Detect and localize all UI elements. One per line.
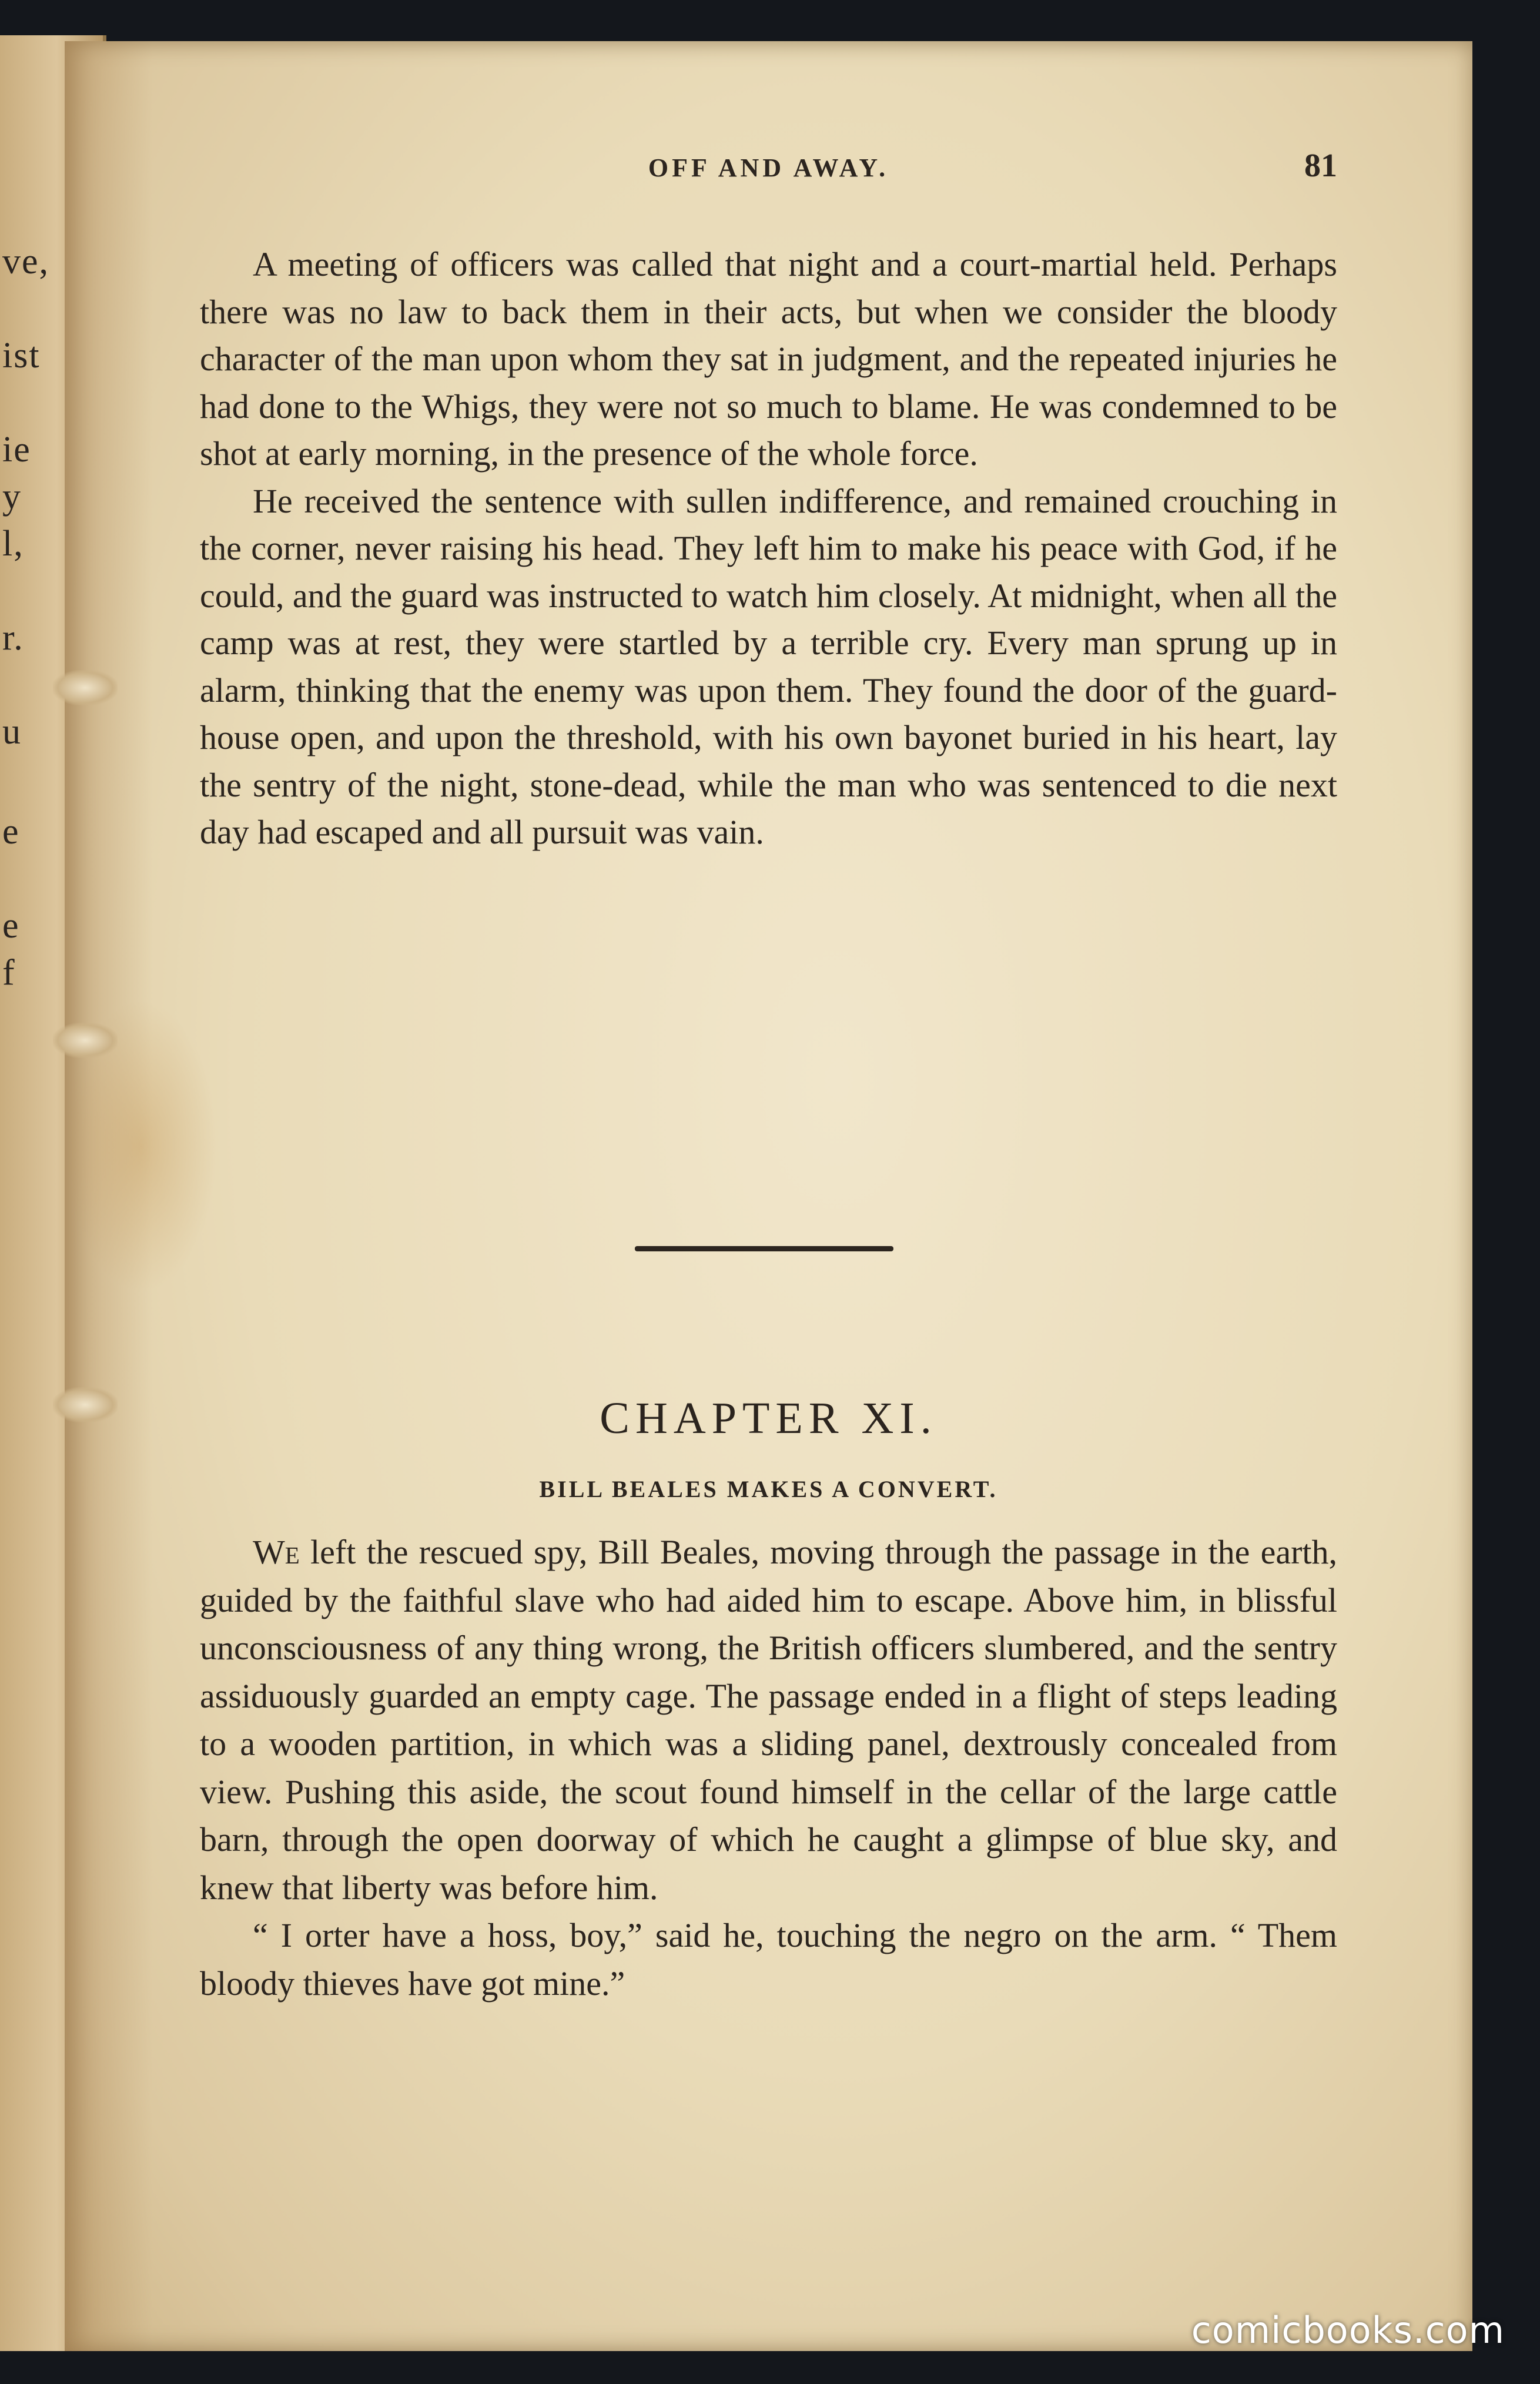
fragment: y bbox=[2, 477, 22, 517]
section-divider bbox=[635, 1246, 893, 1251]
page-header bbox=[200, 147, 1337, 194]
chapter-subtitle: BILL BEALES MAKES A CONVERT. bbox=[539, 1476, 998, 1502]
fragment: ve, bbox=[2, 242, 50, 282]
fragment: ie bbox=[2, 430, 31, 470]
page-number: 81 bbox=[1304, 148, 1337, 184]
fragment: u bbox=[2, 712, 22, 752]
fragment: ist bbox=[2, 336, 41, 376]
paragraph: A meeting of officers was called that night and a court-martial held. Perhaps there was no law to back them in their acts, but when we consider the bloody character of the man upon whom they sat in judgment, and the repeated injuries he had done to the Whigs, they were not so much to blame. He was condemned to be shot at early morning, in the presence of the whole force. bbox=[200, 245, 1337, 473]
binding-thread bbox=[53, 670, 118, 705]
chapter-first-word: We bbox=[253, 1533, 300, 1571]
section-text bbox=[200, 241, 1337, 856]
binding-thread bbox=[53, 1387, 118, 1422]
fragment: l, bbox=[2, 524, 24, 564]
paragraph: He received the sentence with sullen indifference, and remained crouching in the corner, never raising his head. They left him to make his peace with God, if he could, and the guard was instructed to watch him closely. At midnight, when all the camp was at rest, they were startled by a terrible cry. Every man sprung up in alarm, thinking that the enemy was upon them. They found the door of the guard-house open, and upon the threshold, with his own bayonet buried in his heart, lay the sentry of the night, stone-dead, while the man who was sentenced to die next day had escaped and all pursuit was vain. bbox=[200, 481, 1337, 851]
chapter-title: CHAPTER XI. bbox=[600, 1394, 938, 1443]
running-head: OFF AND AWAY. bbox=[648, 153, 889, 182]
watermark: comicbooks.com bbox=[1191, 2309, 1505, 2352]
fragment: e bbox=[2, 812, 20, 852]
fragment: f bbox=[2, 953, 16, 993]
paragraph: “ I orter have a hoss, boy,” said he, touching the negro on the arm. “ Them bloody thieves have got mine.” bbox=[200, 1916, 1337, 2003]
paragraph bbox=[200, 1528, 1337, 1911]
chapter-text bbox=[200, 1528, 1337, 2007]
paragraph-body: left the rescued spy, Bill Beales, moving through the passage in the earth, guided by the faithful slave who had aided him to escape. Above him, in blissful unconsciousness of any thing wrong, the British officers slumbered, and the sentry assiduously guarded an empty cage. The passage ended in a flight of steps leading to a wooden partition, in which was a sliding panel, dextrously concealed from view. Pushing this aside, the scout found himself in the cellar of the large cattle barn, through the open doorway of which he caught a glimpse of blue sky, and knew that liberty was before him. bbox=[200, 1533, 1337, 1907]
fragment: r. bbox=[2, 618, 24, 658]
fragment: e bbox=[2, 906, 20, 946]
binding-thread bbox=[53, 1023, 118, 1058]
